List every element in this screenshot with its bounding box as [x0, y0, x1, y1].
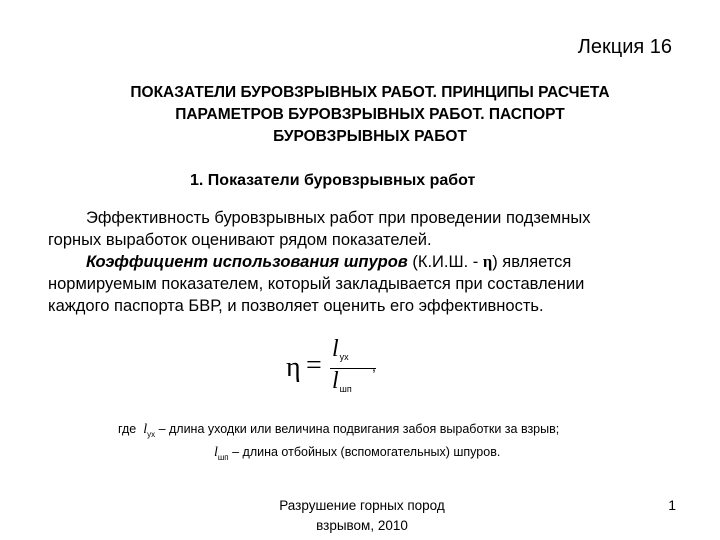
footer-line-1: Разрушение горных пород — [279, 498, 445, 513]
lecture-number: Лекция 16 — [577, 36, 672, 58]
formula-eta: η — [286, 352, 301, 383]
symbol-subscript: шп — [217, 452, 229, 462]
abbr-close: ) является — [492, 253, 572, 271]
symbol-subscript: ух — [147, 429, 156, 439]
eta-symbol: η — [482, 252, 493, 271]
formula-num-symbol: l — [332, 336, 339, 362]
abbr-open: (К.И.Ш. - — [407, 253, 483, 271]
paragraph-line: нормируемым показателем, который закладывается при составлении — [48, 275, 585, 293]
symbol-l: l — [214, 445, 218, 460]
where-text-2: – длина отбойных (вспомогательных) шпуров. — [228, 445, 501, 459]
where-line-2 — [214, 445, 500, 462]
title-line-2: ПАРАМЕТРОВ БУРОВЗРЫВНЫХ РАБОТ. ПАСПОРТ — [175, 106, 565, 123]
paragraph-coefficient — [48, 251, 668, 317]
formula-equals: = — [306, 350, 322, 381]
paragraph-line: горных выработок оценивают рядом показателей. — [48, 231, 432, 249]
paragraph-line — [48, 251, 668, 273]
paragraph-line: каждого паспорта БВР, и позволяет оценить его эффективность. — [48, 297, 544, 315]
formula-denominator — [332, 368, 352, 395]
lecture-title — [60, 82, 680, 148]
term-coefficient: Коэффициент использования шпуров — [86, 253, 408, 271]
formula-num-subscript: ух — [339, 352, 349, 362]
where-line-1 — [118, 422, 559, 439]
formula-den-subscript: шп — [339, 384, 352, 394]
symbol-l: l — [143, 422, 148, 437]
where-prefix: где — [118, 422, 137, 436]
formula — [286, 336, 386, 400]
title-line-3: БУРОВЗРЫВНЫХ РАБОТ — [273, 128, 467, 145]
where-symbol-2 — [214, 445, 229, 460]
where-text-1: – длина уходки или величина подвигания забоя выработки за взрыв; — [155, 422, 560, 436]
page-number: 1 — [668, 497, 676, 513]
section-heading: 1. Показатели буровзрывных работ — [190, 172, 476, 189]
footer-caption — [262, 496, 462, 536]
paragraph-efficiency — [48, 207, 668, 251]
footer-line-2: взрывом, 2010 — [316, 518, 408, 533]
title-line-1: ПОКАЗАТЕЛИ БУРОВЗРЫВНЫХ РАБОТ. ПРИНЦИПЫ РАСЧЕТА — [130, 84, 610, 101]
formula-comma: , — [372, 358, 376, 374]
paragraph-line: Эффективность буровзрывных работ при проведении подземных — [86, 209, 591, 227]
formula-numerator — [332, 336, 349, 363]
where-symbol-1 — [143, 422, 155, 437]
formula-den-symbol: l — [332, 368, 339, 394]
